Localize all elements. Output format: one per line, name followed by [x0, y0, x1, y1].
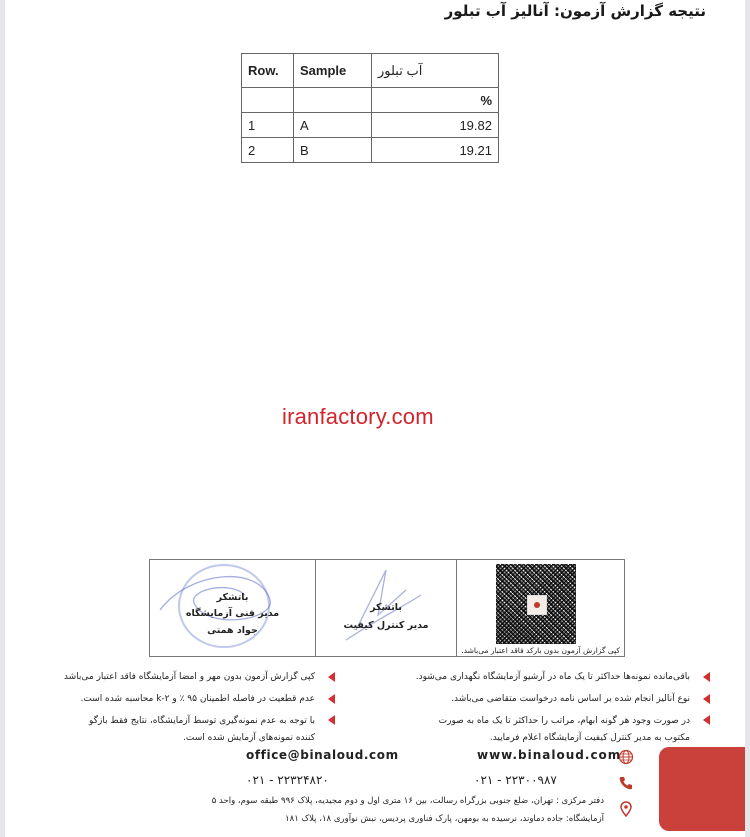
note-item: در صورت وجود هر گونه ابهام، مراتب را حداکثر تا یک ماه به صورت مکتوب به مدیر کنترل کیفیت آزمایشگاه اعلام فرمایید.: [425, 710, 712, 747]
bullet-arrow-icon: [703, 715, 710, 725]
thanks-label: باتشکر: [216, 592, 249, 603]
note-item: با توجه به عدم نمونه‌گیری توسط آزمایشگاه، نتایج فقط بازگو کننده نمونه‌های آزمایش شده است.: [80, 710, 337, 747]
qr-caption: کپی گزارش آزمون بدون بارکد فاقد اعتبار می‌باشد.: [461, 646, 620, 655]
sample-name: B: [294, 138, 372, 163]
bullet-arrow-icon: [703, 694, 710, 704]
phone-secondary: ۰۲۱ - ۲۲۳۲۴۸۲۰: [246, 773, 329, 787]
header-crystal-water: آب تبلور: [372, 54, 499, 88]
unit-cell: %: [372, 88, 499, 113]
qr-logo-icon: [527, 595, 547, 615]
qr-code-icon[interactable]: [496, 564, 576, 644]
signature-box: [149, 559, 625, 657]
email-link[interactable]: office@binaloud.com: [246, 748, 399, 762]
technical-manager-title: مدیر فنی آزمایشگاه: [185, 608, 280, 619]
bullet-arrow-icon: [328, 694, 335, 704]
quality-manager-title: مدیر کنترل کیفیت: [343, 620, 429, 631]
results-table: [241, 53, 499, 163]
table-row: [242, 138, 499, 163]
bullet-arrow-icon: [703, 672, 710, 682]
globe-icon: [618, 749, 634, 765]
header-row: Row.: [242, 54, 294, 88]
notes-right: [415, 666, 712, 747]
thanks-label: باتشکر: [370, 602, 402, 613]
address-office: دفتر مرکزی : تهران، ضلع جنوبی بزرگراه رسالت، بین ۱۶ متری اول و دوم مجیدیه، پلاک ۹۹۶ طبقه سوم، واحد ۵: [211, 796, 604, 806]
address-lab: آزمایشگاه: جاده دماوند، نرسیده به بومهن، پارک فناوری پردیس، نبش نوآوری ۱۸، پلاک ۱۸۱: [285, 814, 604, 824]
brand-color-block: [659, 747, 745, 831]
quality-manager-signature: [316, 560, 457, 656]
technical-manager-name: جواد همتی: [207, 625, 258, 636]
row-number: 1: [242, 113, 294, 138]
sample-value: 19.82: [372, 113, 499, 138]
sample-name: A: [294, 113, 372, 138]
table-row: [242, 113, 499, 138]
sample-value: 19.21: [372, 138, 499, 163]
note-item: عدم قطعیت در فاصله اطمینان ۹۵ ٪ و k-۲ محاسبه شده است.: [80, 688, 337, 710]
report-title: نتیجه گزارش آزمون: آنالیز آب تبلور: [444, 2, 706, 20]
note-item: باقی‌مانده نمونه‌ها حداکثر تا یک ماه در آرشیو آزمایشگاه نگهداری می‌شود.: [425, 666, 712, 688]
table-unit-row: [242, 88, 499, 113]
note-item: نوع آنالیز انجام شده بر اساس نامه درخواست متقاضی می‌باشد.: [425, 688, 712, 710]
bullet-arrow-icon: [328, 672, 335, 682]
bullet-arrow-icon: [328, 715, 335, 725]
row-number: 2: [242, 138, 294, 163]
qr-cell: [457, 560, 624, 656]
phone-icon: [618, 775, 634, 791]
header-sample: Sample: [294, 54, 372, 88]
table-header-row: [242, 54, 499, 88]
technical-manager-signature: [150, 560, 316, 656]
notes-left: [63, 666, 337, 747]
website-link[interactable]: www.binaloud.com: [477, 748, 622, 762]
location-pin-icon: [618, 801, 634, 817]
watermark: iranfactory.com: [282, 404, 434, 429]
phone-primary: ۰۲۱ - ۲۲۳۰۰۹۸۷: [474, 773, 557, 787]
note-item: کپی گزارش آزمون بدون مهر و امضا آزمایشگاه فاقد اعتبار می‌باشد: [80, 666, 337, 688]
